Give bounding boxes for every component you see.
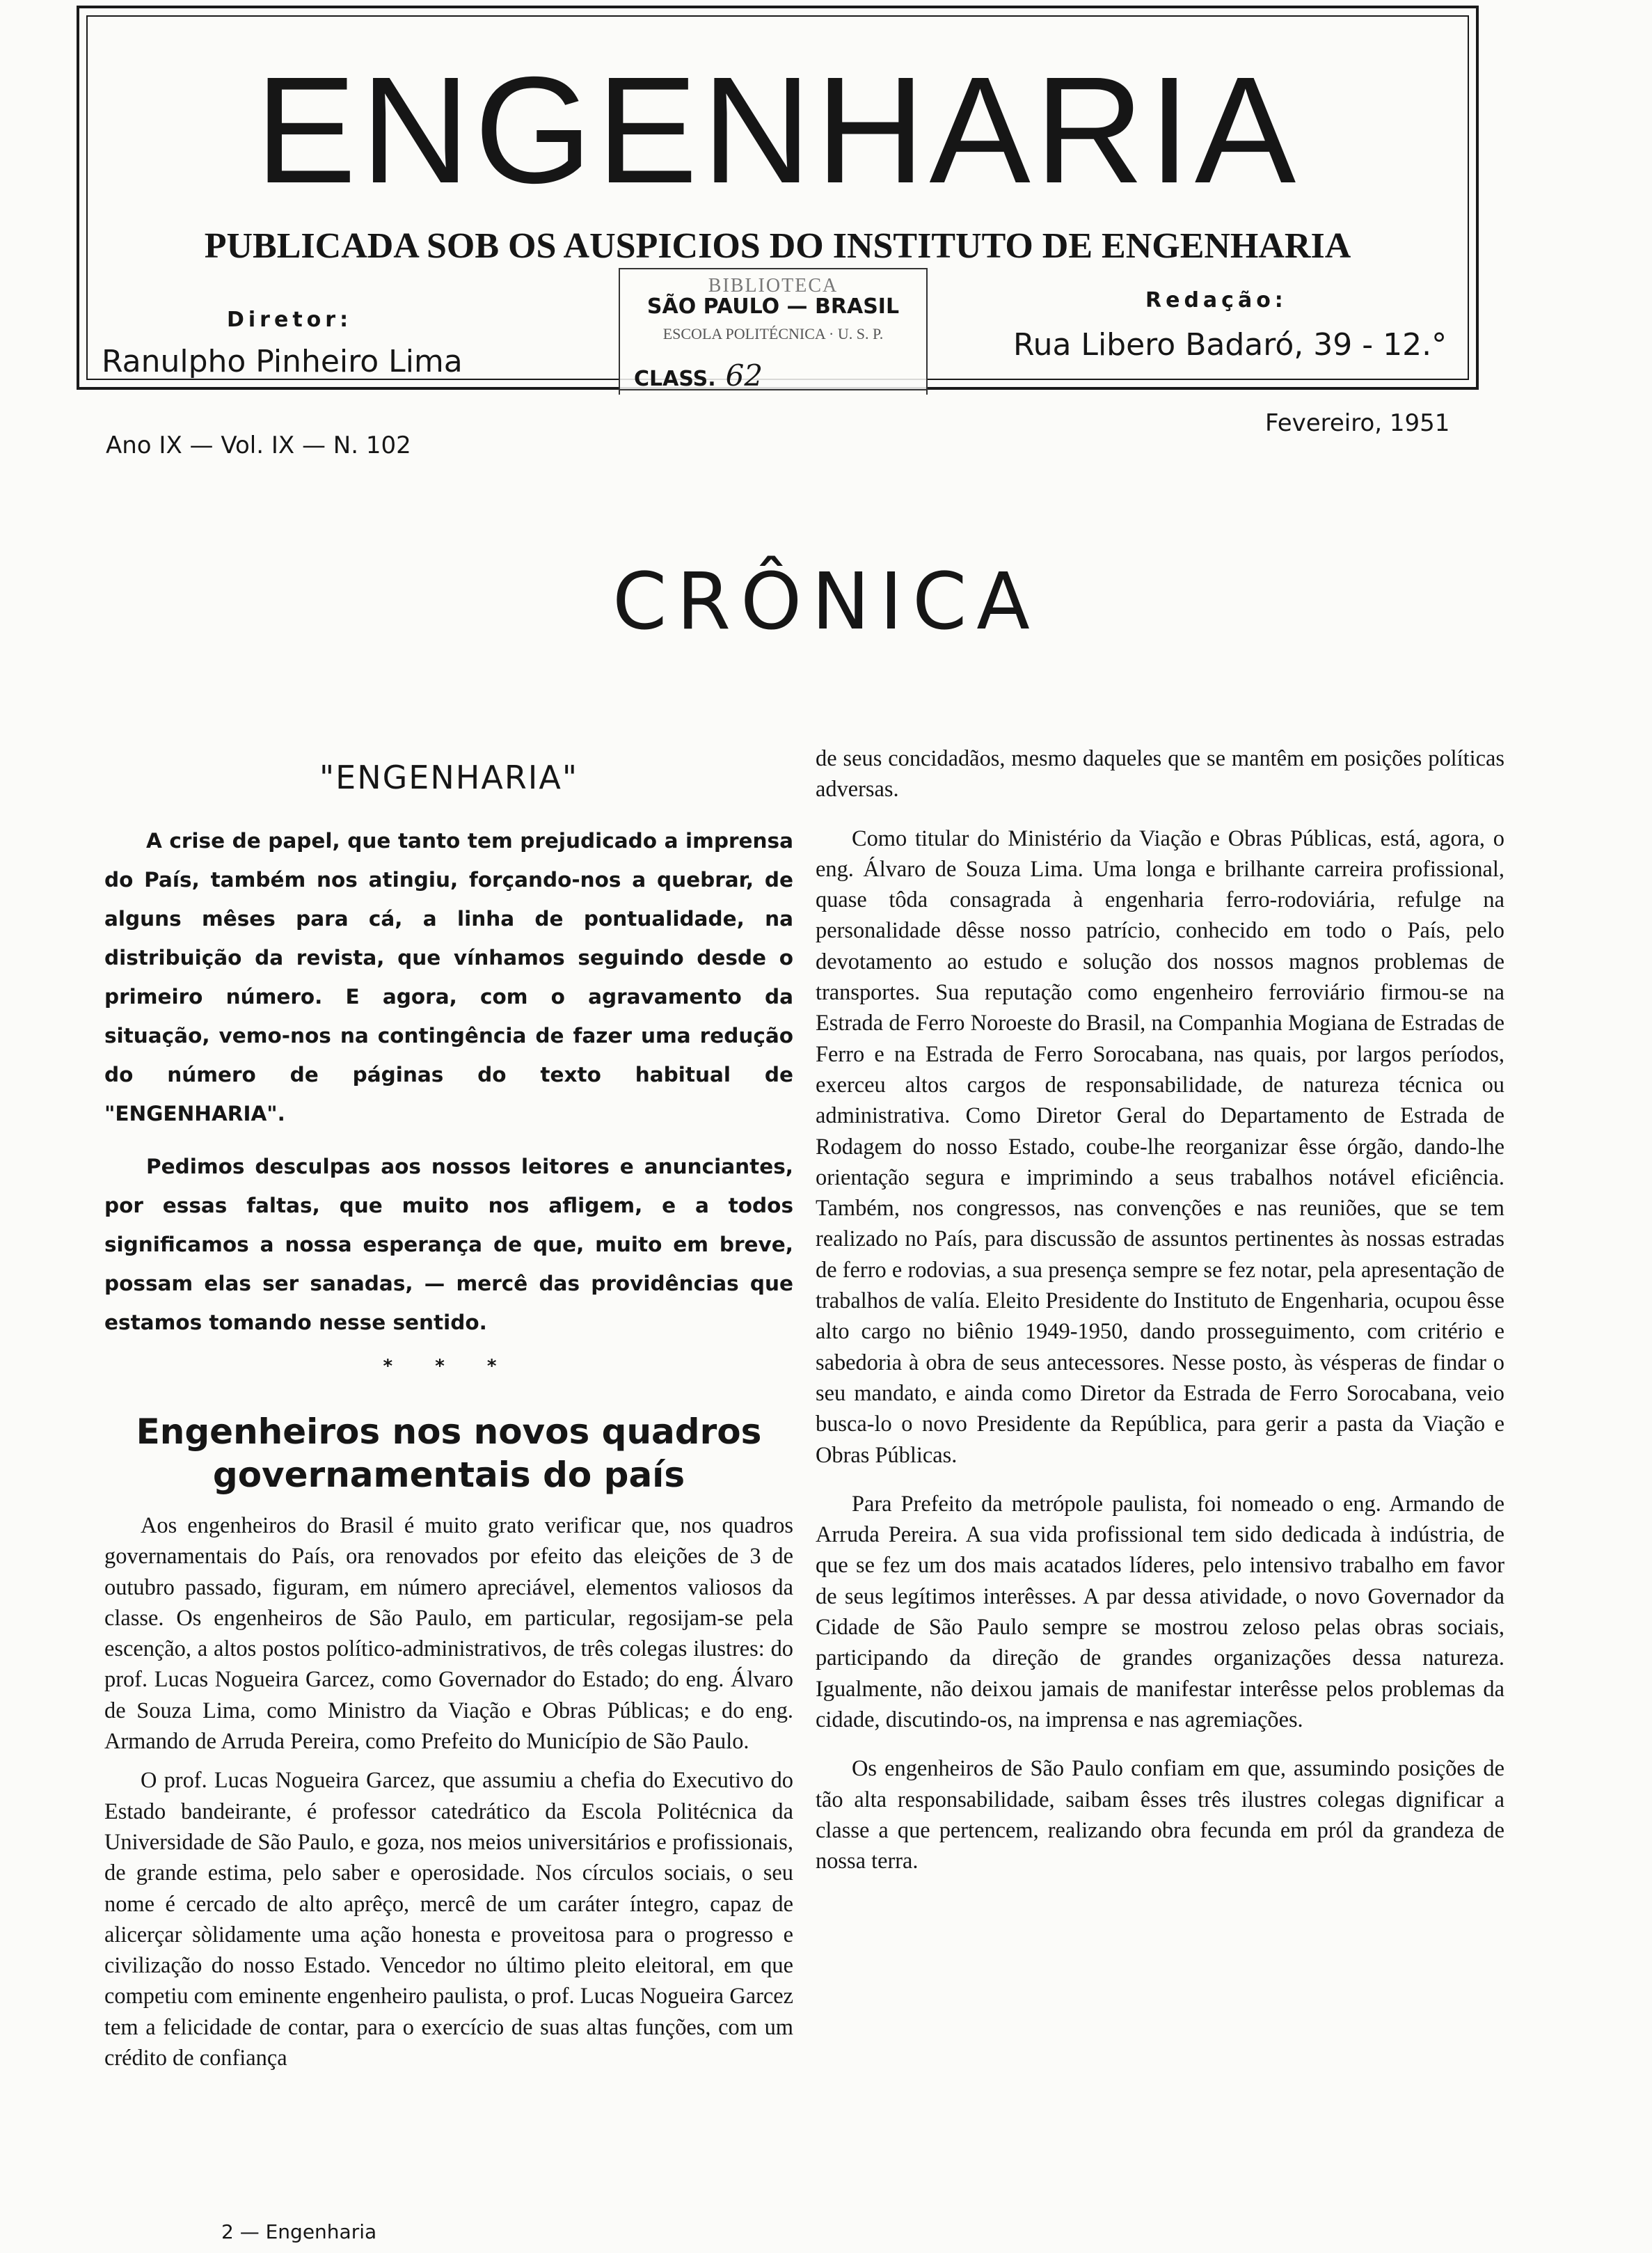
issue-volume: Ano IX — Vol. IX — N. 102 — [106, 432, 411, 459]
article-paragraph: Aos engenheiros do Brasil é muito grato verificar que, nos quadros governamentais do País, ora renovados por efeito das eleições de 3 de outubro passado, figuram, em número apreciável, elementos valiosos da classe. Os engenheiros de São Paulo, em particular, regosijam-se pela escenção, a altos postos político-administrativos, de três colegas ilustres: do prof. Lucas Nogueira Garcez, como Governador do Estado; do eng. Álvaro de Souza Lima, como Ministro da Viação e Obras Públicas; e do eng. Armando de Arruda Pereira, como Prefeito do Município de São Paulo. — [104, 1513, 793, 1755]
auspices-line: PUBLICADA SOB OS AUSPICIOS DO INSTITUTO DE ENGENHARIA — [204, 226, 1351, 266]
stamp-underline — [620, 389, 926, 390]
stamp-line-3: ESCOLA POLITÉCNICA · U. S. P. — [662, 325, 884, 342]
library-stamp — [619, 268, 928, 395]
article-paragraph: Como titular do Ministério da Viação e Obras Públicas, está, agora, o eng. Álvaro de Souza Lima. Uma longa e brilhante carreira profissional, quase tôda consagrada à engenharia ferro-rodoviária, refulge na personalidade dêsse nosso patrício, conhecido em todo o País, pelo devotamento ao estudo e solução dos nossos magnos problemas de transportes. Sua reputação como engenheiro ferroviário firmou-se na Estrada de Ferro Noroeste do Brasil, na Companhia Mogiana de Estradas de Ferro e na Estrada de Ferro Sorocabana, nas quais, por largos períodos, exerceu altos cargos de responsabilidade, de natureza técnica ou administrativa. Como Diretor Geral do Departamento de Estrada de Rodagem do nosso Estado, coube-lhe reorganizar êsse órgão, dando-lhe orientação segura e imprimindo a seus trabalhos notável eficiência. Também, nos congressos, nas convenções e nas reuniões, que se tem realizado no País, para discussão de assuntos pertinentes às nossas estradas de ferro e rodovias, a sua presença sempre se fez notar, pela apresentação de trabalhos de valía. Eleito Presidente do Instituto de Engenharia, ocupou êsse alto cargo no biênio 1949-1950, dando prosseguimento, com critério e sabedoria à obra de seus antecessores. Nesse posto, às vésperas de findar o seu mandato, e ainda como Diretor da Estrada de Ferro Sorocabana, veio busca-lo o novo Presidente da República, para gerir a pasta da Viação e Obras Públicas. — [816, 825, 1504, 1468]
stamp-line-1: BIBLIOTECA — [708, 275, 839, 297]
section-title: CRÔNICA — [612, 557, 1040, 647]
article-paragraph: Os engenheiros de São Paulo confiam em que, assumindo posições de tão alta responsabilidade, saibam êsses três ilustres colegas dignificar a classe a que pertencem, realizando obra fecunda em pról da grandeza de nossa terra. — [816, 1756, 1504, 1874]
page-footer: 2 — Engenharia — [221, 2220, 377, 2243]
editorial-paragraph: A crise de papel, que tanto tem prejudicado a imprensa do País, também nos atingiu, forçando-nos a quebrar, de alguns mêses para cá, a linha de pontualidade, na distribuição da revista, que vínhamos seguindo desde o primeiro número. E agora, com o agravamento da situação, vemo-nos na contingência de fazer uma redução do número de páginas do texto habitual de "ENGENHARIA". — [104, 829, 793, 1125]
article-heading: Engenheiros nos novos quadros governamentais do país — [136, 1412, 762, 1495]
right-column — [816, 743, 1504, 1895]
stamp-class-label: CLASS. — [634, 367, 716, 391]
redacao-label: Redação: — [1145, 288, 1287, 313]
diretor-name: Ranulpho Pinheiro Lima — [102, 344, 463, 379]
magazine-title: ENGENHARIA — [255, 46, 1301, 215]
stamp-class-value: 62 — [725, 358, 763, 393]
stamp-line-2: SÃO PAULO — BRASIL — [646, 294, 900, 319]
issue-date: Fevereiro, 1951 — [1265, 409, 1450, 437]
section-separator: * * * — [383, 1356, 515, 1377]
article-paragraph: de seus concidadãos, mesmo daqueles que se mantêm em posições políticas adversas. — [816, 746, 1504, 803]
article-paragraph: O prof. Lucas Nogueira Garcez, que assumiu a chefia do Executivo do Estado bandeirante, é professor catedrático da Escola Politécnica da Universidade de São Paulo, e goza, nos meios universitários e profissionais, de grande estima, pelo saber e operosidade. Nos círculos sociais, o seu nome é cercado de alto aprêço, mercê de um caráter íntegro, capaz de alicerçar sòlidamente uma ação honesta e proveitosa para o progresso e civilização do nosso Estado. Vencedor no último pleito eleitoral, em que competiu com eminente engenheiro paulista, o prof. Lucas Nogueira Garcez tem a felicidade de contar, para o exercício de suas altas funções, com um crédito de confiança — [104, 1768, 793, 2071]
editorial-heading: "ENGENHARIA" — [319, 759, 578, 796]
left-column — [104, 745, 793, 2082]
article-paragraph: Para Prefeito da metrópole paulista, foi nomeado o eng. Armando de Arruda Pereira. A sua vida profissional tem sido dedicada à indústria, de que se fez um dos mais acatados líderes, pelo intensivo trabalho em favor de seus legítimos interêsses. A par dessa atividade, o novo Governador da Cidade de São Paulo sempre se mostrou zeloso pelas obras sociais, participando da direção de grandes organizações dessa natureza. Igualmente, não deixou jamais de manifestar interêsse pelos problemas da cidade, discutindo-os, na imprensa e nas agremiações. — [816, 1491, 1504, 1732]
stamp-class — [634, 358, 763, 393]
redacao-address: Rua Libero Badaró, 39 - 12.° — [1013, 327, 1447, 363]
diretor-label: Diretor: — [227, 308, 353, 332]
masthead — [77, 6, 1479, 393]
editorial-paragraph: Pedimos desculpas aos nossos leitores e anunciantes, por essas faltas, que muito nos afligem, e a todos significamos a nossa esperança de que, muito em breve, possam elas ser sanadas, — mercê das providências que estamos tomando nesse sentido. — [104, 1155, 793, 1334]
